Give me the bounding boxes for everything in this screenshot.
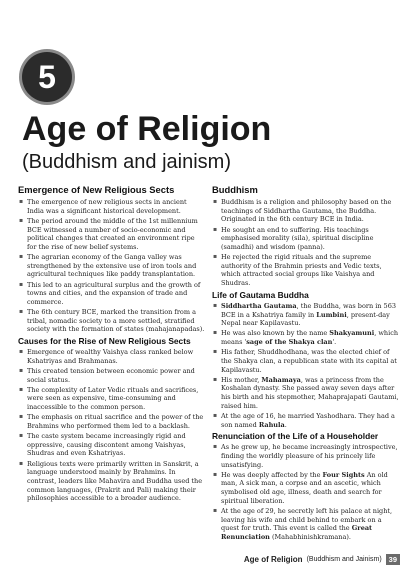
emergence-list	[18, 198, 205, 334]
list-item: ▪ This led to an agricultural surplus and the growth of towns and cities, and the expansion of trade and commerce.	[18, 281, 205, 307]
section-heading-emergence: Emergence of New Religious Sects	[18, 184, 175, 195]
text-run: He was deeply affected by the	[221, 470, 323, 479]
renunciation-list	[212, 443, 400, 542]
bold-term: Lumbini	[316, 310, 347, 319]
list-item	[212, 376, 400, 411]
bold-term: sage of the Shakya clan	[246, 338, 333, 347]
text-run: (Mahabhinishkramana).	[269, 533, 351, 542]
chapter-number-badge: 5	[22, 52, 72, 102]
text-run: , the Buddha, was born in 563 BCE in a Kshatriya family in	[221, 301, 396, 319]
bold-term: Shakyamuni	[329, 329, 375, 338]
text-run: , which means '	[221, 329, 399, 347]
text-run: At the age of 29, he secretly left his palace at night, leaving his wife and child behind to embark on a quest for truth. This event is called the	[221, 506, 393, 533]
list-item: ▪ The agrarian economy of the Ganga valley was strengthened by the extensive use of iron tools and agricultural techniques like paddy transplantation.	[18, 253, 205, 279]
list-item	[212, 471, 400, 506]
buddhism-list	[212, 198, 400, 288]
list-item: ▪ He sought an end to suffering. His teachings emphasised morality (sila), spiritual discipline (samadhi) and wisdom (panna).	[212, 226, 400, 252]
section-heading-life: Life of Gautama Buddha	[212, 289, 309, 300]
list-item	[212, 329, 400, 346]
life-list	[212, 302, 400, 429]
text-run: .	[284, 420, 287, 429]
list-item: ▪ The complexity of Later Vedic rituals and sacrifices, were seen as expensive, time-consuming and inaccessible to the common person.	[18, 386, 205, 412]
list-item	[212, 507, 400, 542]
list-item: ▪ The emergence of new religious sects in ancient India was a significant historical development.	[18, 198, 205, 215]
text-run: , was a princess from the Koshalan dynasty. She passed away seven days after his birth and his stepmother, Mahaprajapati Gautami, raised him.	[221, 375, 399, 410]
footer-title: Age of Religion	[243, 554, 303, 564]
list-item: ▪ As he grew up, he became increasingly introspective, finding the worldly pleasure of his princely life unsatisfying.	[212, 443, 400, 469]
text-run: His mother,	[221, 375, 262, 384]
section-heading-renunciation: Renunciation of the Life of a Householder	[212, 431, 379, 442]
list-item: ▪ The emphasis on ritual sacrifice and the power of the Brahmins who performed them led to a backlash.	[18, 413, 205, 430]
list-item: ▪ Emergence of wealthy Vaishya class ranked below Kshatriyas and Brahmanas.	[18, 348, 205, 365]
page-number: 39	[386, 554, 400, 565]
text-run: An old man, A sick man, a corpse and an ascetic, which symbolised old age, illness, death and search for spiritual liberation.	[221, 470, 388, 505]
list-item: ▪ This created tension between economic power and social status.	[18, 367, 205, 384]
list-item: ▪ The caste system became increasingly rigid and oppressive, causing discontent among Vaishyas, Shudras and even Kshatriyas.	[18, 432, 205, 458]
list-item: ▪ The 6th century BCE, marked the transition from a tribal, nomadic society to a more settled, stratified society with the formation of states (mahajanapadas).	[18, 308, 205, 334]
bold-term: Siddhartha Gautama	[221, 301, 297, 310]
chapter-subtitle: (Buddhism and jainism)	[22, 151, 231, 173]
list-item: ▪ The period around the middle of the 1st millennium BCE witnessed a number of socio-economic and political changes that created an environment ripe for the rise of new belief systems.	[18, 217, 205, 252]
section-heading-causes: Causes for the Rise of New Religious Sects	[18, 336, 191, 347]
text-run: , present-day Nepal near Kapilavastu.	[221, 310, 390, 328]
text-run: He was also known by the name	[221, 329, 330, 338]
section-heading-buddhism: Buddhism	[212, 184, 258, 195]
bold-term: Mahamaya	[261, 375, 301, 384]
list-item: ▪ Buddhism is a religion and philosophy based on the teachings of Siddhartha Gautama, the Buddha. Originated in the 6th century BCE in India.	[212, 198, 400, 224]
bold-term: Four Sights	[322, 470, 365, 479]
list-item: ▪ His father, Shuddhodhana, was the elected chief of the Shakya clan, a republican state with its capital at Kapilavastu.	[212, 348, 400, 374]
list-item	[212, 412, 400, 429]
right-column	[212, 184, 400, 543]
list-item: ▪ He rejected the rigid rituals and the supreme authority of the Brahmin priests and Vedic texts, which attracted social groups like Vaishya and Shudras.	[212, 253, 400, 288]
bold-term: Great Renunciation	[221, 524, 373, 542]
footer-subtitle: (Buddhism and Jainism)	[306, 555, 382, 563]
text-run: '.	[332, 338, 337, 347]
text-run: At the age of 16, he married Yashodhara. They had a son named	[221, 411, 395, 429]
list-item	[212, 302, 400, 328]
causes-list	[18, 348, 205, 503]
bold-term: Rahula	[258, 420, 285, 429]
left-column	[18, 184, 205, 504]
chapter-title: Age of Religion	[22, 110, 272, 148]
page-footer	[150, 552, 400, 566]
list-item: ▪ Religious texts were primarily written in Sanskrit, a language understood mainly by Brahmins. In contrast, leaders like Mahavira and Buddha used the common languages, (Prakrit and Pali) making their philosophies accessible to a broader audience.	[18, 460, 205, 504]
